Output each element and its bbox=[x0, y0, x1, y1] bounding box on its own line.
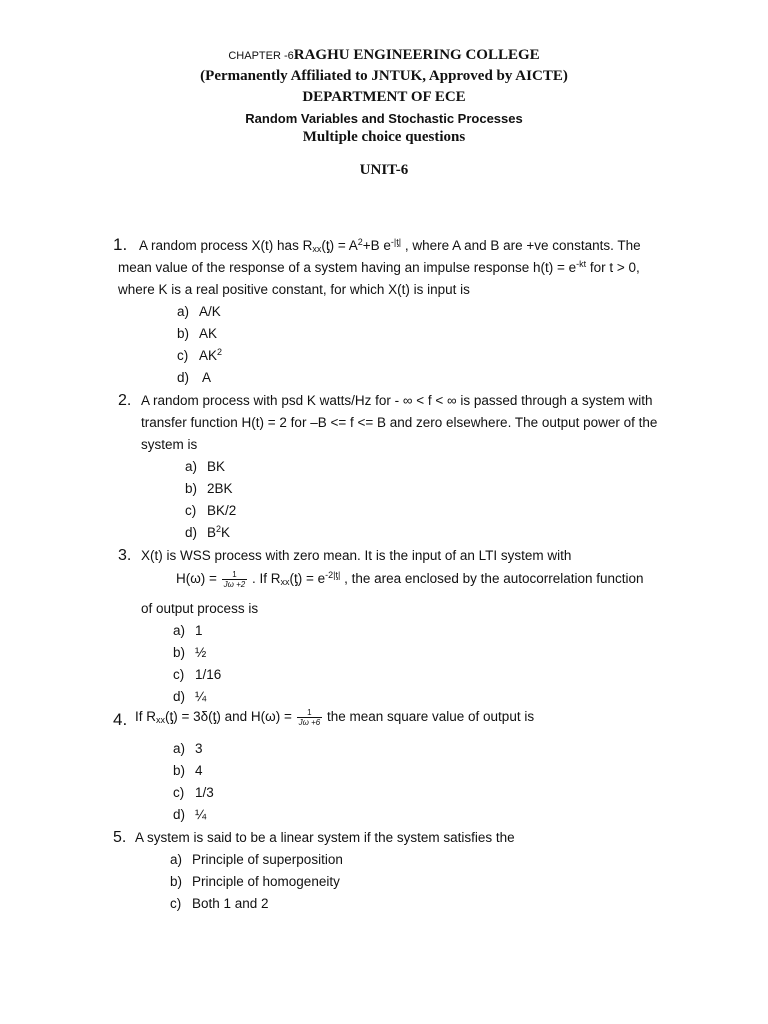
option-b[interactable]: b) 2BK bbox=[185, 481, 233, 496]
option-d[interactable]: d) ¼ bbox=[173, 689, 207, 704]
question-text-line: H(ω) = $\frac{1}{J\omega +2}$ . If $R_{xx}(ƫ) = e^{-2|ƫ|}$ , the area enclosed by the autocorrelation function bbox=[176, 570, 644, 589]
question-number: 2. bbox=[118, 392, 132, 409]
question-text-line: of output process is bbox=[141, 601, 259, 616]
option-b[interactable]: b) AK bbox=[177, 326, 218, 341]
question-text-line: A random process with psd K watts/Hz for - ∞ < f < ∞ is passed through a system with bbox=[141, 393, 653, 408]
option-a[interactable]: a) 3 bbox=[173, 741, 203, 756]
option-c[interactable]: c) BK/2 bbox=[185, 503, 237, 518]
option-a[interactable]: a) BK bbox=[185, 459, 226, 474]
subject-title: Random Variables and Stochastic Processes bbox=[245, 111, 523, 126]
option-b[interactable]: b) 4 bbox=[173, 763, 203, 778]
question-text-line: X(t) is WSS process with zero mean. It is the input of an LTI system with bbox=[141, 548, 572, 563]
option-b[interactable]: b) Principle of homogeneity bbox=[170, 874, 340, 889]
question-text-line: A system is said to be a linear system if the system satisfies the bbox=[135, 830, 515, 845]
department-title: DEPARTMENT OF ECE bbox=[302, 89, 466, 105]
question-type-title: Multiple choice questions bbox=[302, 129, 466, 145]
fraction: $\frac{1}{J\omega +6}$ bbox=[298, 708, 321, 727]
question-number: 4. bbox=[113, 710, 128, 729]
affiliation-line: (Permanently Affiliated to JNTUK, Approved by AICTE) bbox=[200, 68, 568, 84]
option-d[interactable]: d) $B^2K$ bbox=[185, 524, 231, 540]
question-number: 5. bbox=[113, 829, 127, 846]
option-d[interactable]: d) ¼ bbox=[173, 807, 207, 822]
fraction: $\frac{1}{J\omega +2}$ bbox=[223, 570, 246, 589]
option-a[interactable]: a) A/K bbox=[177, 304, 221, 319]
option-a[interactable]: a) 1 bbox=[173, 623, 203, 638]
option-c[interactable]: c) Both 1 and 2 bbox=[170, 896, 269, 911]
option-b[interactable]: b) ½ bbox=[173, 645, 207, 660]
college-name: RAGHU ENGINEERING COLLEGE bbox=[293, 47, 540, 63]
option-d[interactable]: d) A bbox=[177, 370, 212, 385]
question-text-line: A random process X(t) has $R_{xx}(ƫ) = A^2+B$ $e^{-|ƫ|}$ , where A and B are +ve constants. The bbox=[139, 237, 641, 254]
option-c[interactable]: c) $AK^2$ bbox=[177, 347, 223, 363]
question-number: 3. bbox=[118, 547, 132, 564]
question-text-line: mean value of the response of a system having an impulse response $h(t) = e^{-kt}$ for t > 0, bbox=[118, 259, 640, 275]
question-number: 1. bbox=[113, 235, 128, 254]
unit-title: UNIT-6 bbox=[359, 162, 409, 178]
question-text-line: If $R_{xx}(ƫ)$ = 3δ(ƫ) and H(ω) = $\frac{1}{J\omega +6}$ the mean square value of output is bbox=[135, 708, 535, 727]
question-text-line: transfer function H(t) = 2 for –B <= f <= B and zero elsewhere. The output power of the bbox=[141, 415, 658, 430]
option-a[interactable]: a) Principle of superposition bbox=[170, 852, 343, 867]
college-header bbox=[0, 46, 768, 64]
question-text-line: where K is a real positive constant, for which X(t) is input is bbox=[118, 282, 470, 297]
chapter-label: CHAPTER -6 bbox=[228, 50, 294, 62]
option-c[interactable]: c) 1/3 bbox=[173, 785, 214, 800]
question-text-line: system is bbox=[141, 437, 198, 452]
option-c[interactable]: c) 1/16 bbox=[173, 667, 222, 682]
